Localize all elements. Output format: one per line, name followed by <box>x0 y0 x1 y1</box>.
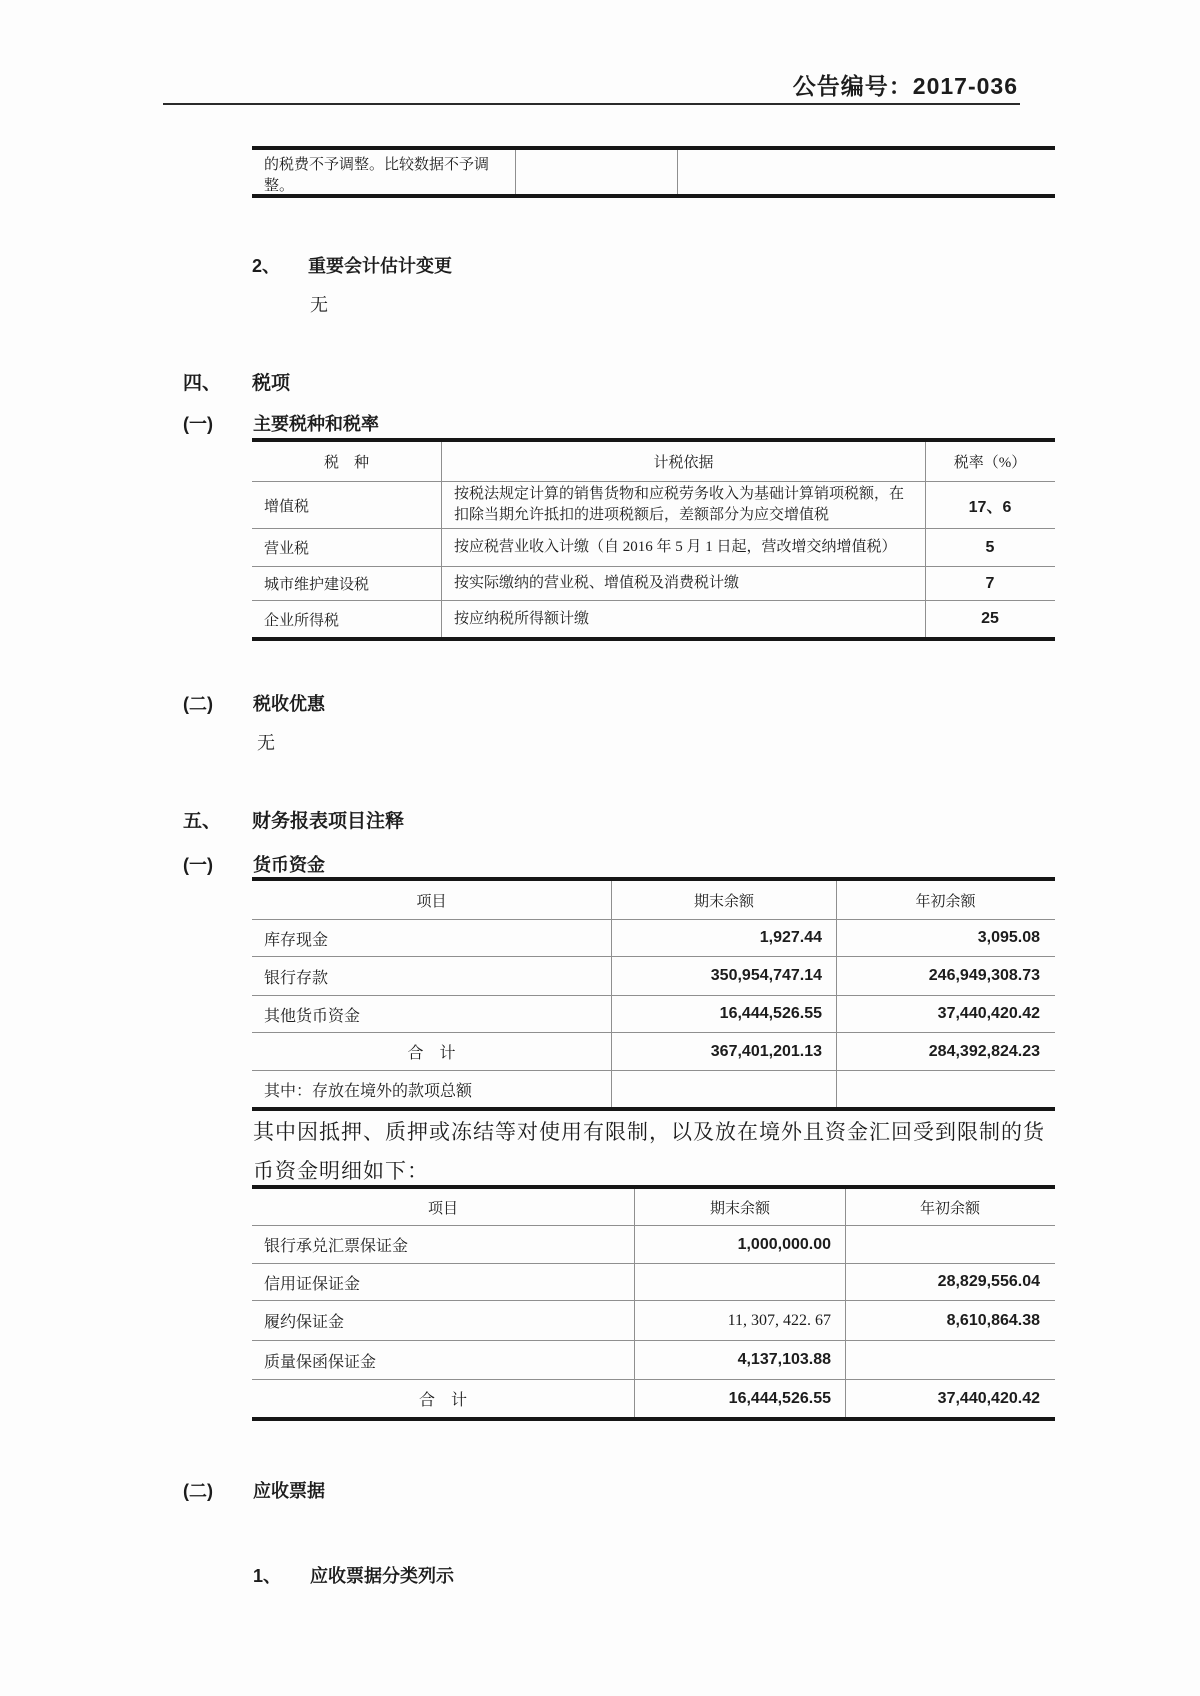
beginning-balance: 246,949,308.73 <box>928 967 1040 984</box>
beginning-balance <box>846 1341 1054 1379</box>
table-row <box>252 567 1055 601</box>
table-row <box>252 920 1055 957</box>
section-title: 货币资金 <box>253 855 325 875</box>
ending-balance <box>635 1264 846 1300</box>
item-label: 银行承兑汇票保证金 <box>252 1226 635 1263</box>
section-heading-5-2-1 <box>253 1562 454 1588</box>
section-number: (一) <box>183 855 213 875</box>
tax-rate: 25 <box>981 610 999 627</box>
section-heading-4-2 <box>183 690 325 716</box>
section-number: 2、 <box>252 256 281 276</box>
section-heading-4-1 <box>183 410 379 436</box>
item-label: 银行存款 <box>252 957 612 995</box>
ending-balance: 16,444,526.55 <box>612 996 837 1032</box>
section-number: (二) <box>183 694 213 714</box>
table-row <box>252 482 1055 529</box>
item-label: 其他货币资金 <box>252 996 612 1032</box>
tax-name: 企业所得税 <box>252 601 442 637</box>
note-line-1: 其中因抵押、质押或冻结等对使用有限制，以及放在境外且资金汇回受到限制的货 <box>253 1120 1045 1144</box>
announcement-number: 公告编号：2017-036 <box>792 73 1018 99</box>
tax-table <box>252 438 1055 641</box>
ending-balance: 16,444,526.55 <box>635 1380 846 1417</box>
tax-basis: 按应纳税所得额计缴 <box>442 601 926 637</box>
section-number: 1、 <box>253 1566 282 1586</box>
section-heading-2 <box>252 252 452 278</box>
ending-balance: 1,927.44 <box>612 920 837 956</box>
table-row <box>252 150 1055 194</box>
header-tax-type: 税 种 <box>252 442 442 481</box>
section-4-2-body-none: 无 <box>257 733 275 753</box>
table-row <box>252 1226 1055 1264</box>
header-item: 项目 <box>252 1189 635 1225</box>
tax-rate: 5 <box>985 538 995 556</box>
tax-table-header-row <box>252 442 1055 482</box>
section-2-body-none: 无 <box>310 295 328 315</box>
section-title: 应收票据 <box>253 1481 325 1501</box>
total-label: 合 计 <box>252 1033 612 1070</box>
section-title: 税项 <box>252 373 291 394</box>
tax-rate: 7 <box>985 574 995 592</box>
section-number: (二) <box>183 1481 213 1501</box>
section-heading-5-1 <box>183 851 325 877</box>
table-row <box>252 1301 1055 1341</box>
cash-table-header-row <box>252 881 1055 920</box>
header-tax-rate: 税率（%） <box>953 455 1027 471</box>
item-label: 其中：存放在境外的款项总额 <box>252 1071 612 1107</box>
carryover-table <box>252 146 1055 198</box>
beginning-balance: 8,610,864.38 <box>946 1311 1040 1329</box>
ending-balance: 11, 307, 422. 67 <box>635 1301 846 1340</box>
carryover-cell-empty-2 <box>678 150 1055 194</box>
section-title: 主要税种和税率 <box>253 414 379 434</box>
tax-basis: 按实际缴纳的营业税、增值税及消费税计缴 <box>442 567 926 600</box>
section-number: 四、 <box>183 373 222 394</box>
table-row <box>252 957 1055 996</box>
restricted-table-header-row <box>252 1189 1055 1226</box>
section-heading-5-2 <box>183 1477 325 1503</box>
restricted-funds-table <box>252 1185 1055 1421</box>
table-total-row <box>252 1033 1055 1071</box>
table-row <box>252 1264 1055 1301</box>
header-ending-balance: 期末余额 <box>635 1189 846 1225</box>
header-tax-basis: 计税依据 <box>442 442 926 481</box>
item-label: 库存现金 <box>252 920 612 956</box>
table-row <box>252 996 1055 1033</box>
section-title: 应收票据分类列示 <box>310 1566 454 1586</box>
total-label: 合 计 <box>252 1380 635 1417</box>
section-heading-5 <box>183 806 404 833</box>
table-row <box>252 1071 1055 1107</box>
tax-name: 营业税 <box>252 529 442 566</box>
header-ending-balance: 期末余额 <box>612 881 837 919</box>
tax-name: 增值税 <box>252 482 442 528</box>
table-total-row <box>252 1380 1055 1417</box>
section-title: 财务报表项目注释 <box>252 811 405 832</box>
ending-balance: 350,954,747.14 <box>612 957 837 995</box>
beginning-balance <box>837 1071 1054 1107</box>
table-row <box>252 601 1055 637</box>
section-heading-4 <box>183 368 290 395</box>
header-beginning-balance: 年初余额 <box>919 1200 980 1217</box>
ending-balance: 1,000,000.00 <box>635 1226 846 1263</box>
section-title: 税收优惠 <box>253 694 325 714</box>
item-label: 质量保函保证金 <box>252 1341 635 1379</box>
header-rule <box>163 103 1020 105</box>
section-title: 重要会计估计变更 <box>308 256 452 276</box>
carryover-cell-empty-1 <box>516 150 678 194</box>
table-row <box>252 1341 1055 1380</box>
beginning-balance <box>846 1226 1054 1263</box>
beginning-balance: 3,095.08 <box>977 929 1040 946</box>
ending-balance: 367,401,201.13 <box>612 1033 837 1070</box>
section-number: 五、 <box>183 811 222 832</box>
restricted-funds-note <box>253 1113 1068 1191</box>
section-number: (一) <box>183 414 213 434</box>
ending-balance <box>612 1071 837 1107</box>
cash-table <box>252 877 1055 1111</box>
header-beginning-balance: 年初余额 <box>915 893 976 910</box>
item-label: 信用证保证金 <box>252 1264 635 1300</box>
header-item: 项目 <box>252 881 612 919</box>
beginning-balance: 284,392,824.23 <box>928 1042 1040 1060</box>
ending-balance: 4,137,103.88 <box>635 1341 846 1379</box>
tax-rate: 17、6 <box>968 498 1012 516</box>
carryover-cell-text: 的税费不予调整。比较数据不予调整。 <box>252 150 516 194</box>
beginning-balance: 28,829,556.04 <box>937 1273 1040 1290</box>
item-label: 履约保证金 <box>252 1301 635 1340</box>
beginning-balance: 37,440,420.42 <box>937 1005 1040 1022</box>
tax-basis: 按税法规定计算的销售货物和应税劳务收入为基础计算销项税额，在扣除当期允许抵扣的进项税额后，差额部分为应交增值税 <box>442 482 926 528</box>
tax-basis: 按应税营业收入计缴（自 2016 年 5 月 1 日起，营改增交纳增值税） <box>442 529 926 566</box>
beginning-balance: 37,440,420.42 <box>937 1389 1040 1407</box>
tax-name: 城市维护建设税 <box>252 567 442 600</box>
table-row <box>252 529 1055 567</box>
note-line-2: 币资金明细如下： <box>253 1159 429 1183</box>
